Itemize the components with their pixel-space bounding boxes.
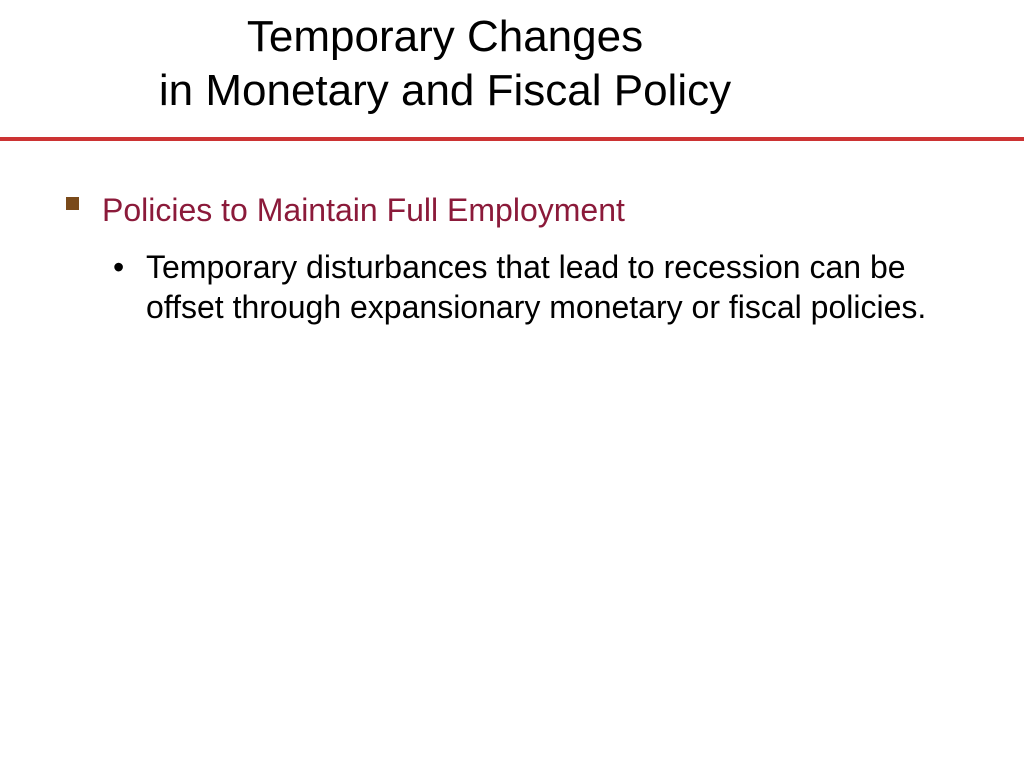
bullet-level-2-text: Temporary disturbances that lead to recession can be offset through expansionary monetary or fiscal policies. xyxy=(146,249,927,325)
title-divider xyxy=(0,137,1024,141)
bullet-level-1-text: Policies to Maintain Full Employment xyxy=(102,192,625,228)
slide-title xyxy=(0,10,890,118)
slide-title-line-2: in Monetary and Fiscal Policy xyxy=(158,66,732,115)
slide-title-line-1: Temporary Changes xyxy=(246,12,644,61)
square-bullet-icon xyxy=(66,197,79,210)
round-bullet-icon: • xyxy=(113,249,125,285)
